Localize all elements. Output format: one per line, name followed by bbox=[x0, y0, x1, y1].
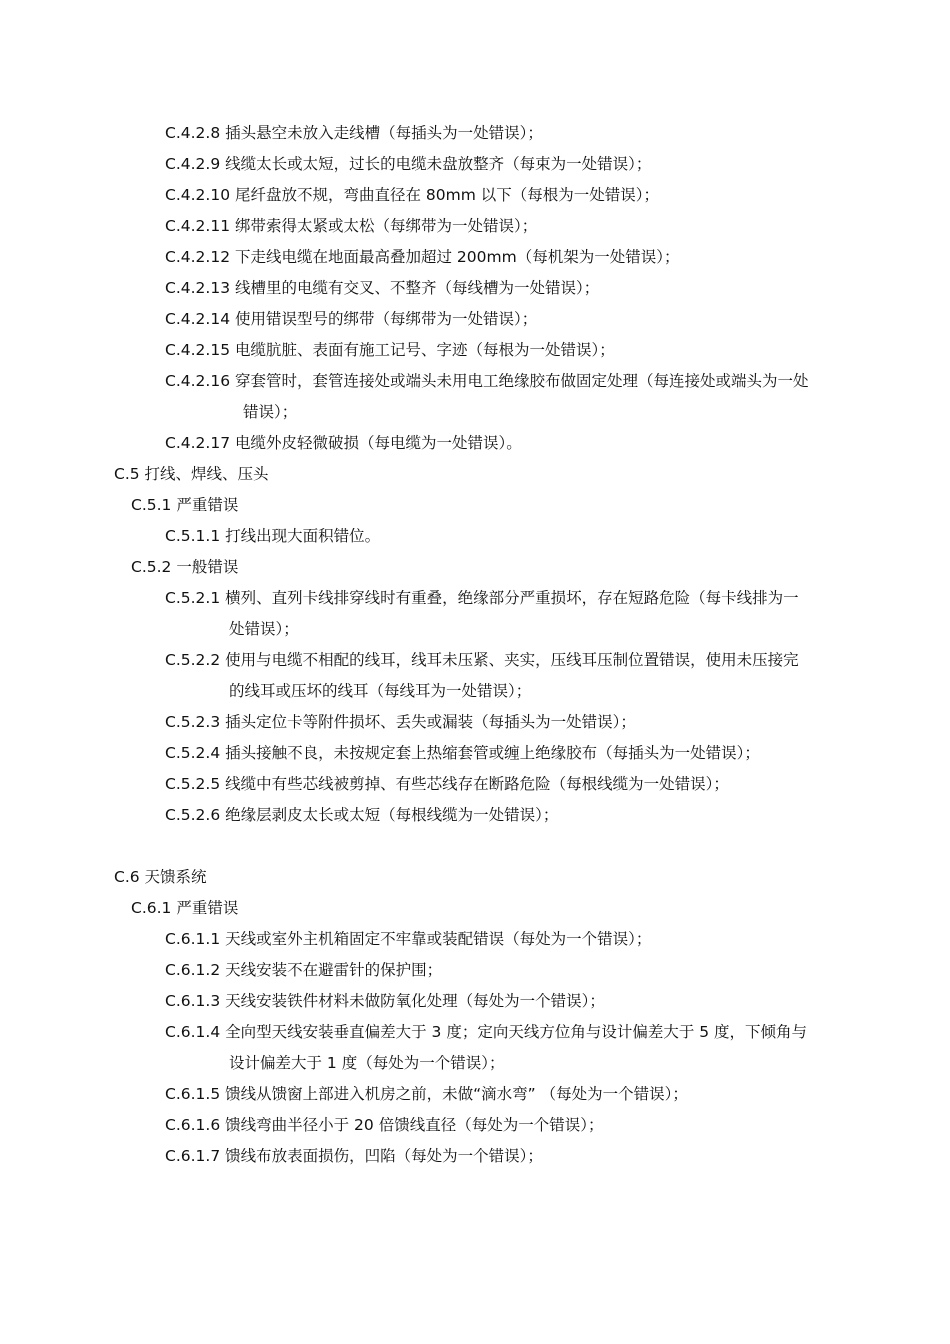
list-item: C.4.2.13 线槽里的电缆有交叉、不整齐（每线槽为一处错误）； bbox=[165, 279, 600, 297]
list-item: C.4.2.14 使用错误型号的绑带（每绑带为一处错误）； bbox=[165, 310, 538, 328]
document-body bbox=[0, 118, 950, 1172]
list-item: C.6.1.4 全向型天线安装垂直偏差大于 3 度；定向天线方位角与设计偏差大于 5 度，下倾角与 bbox=[165, 1023, 808, 1041]
list-item: C.4.2.9 线缆太长或太短，过长的电缆未盘放整齐（每束为一处错误）； bbox=[165, 155, 652, 173]
list-item: C.6.1.1 天线或室外主机箱固定不牢靠或装配错误（每处为一个错误）； bbox=[165, 930, 652, 948]
list-item: C.4.2.12 下走线电缆在地面最高叠加超过 200mm（每机架为一处错误）； bbox=[165, 248, 680, 266]
list-item: C.4.2.8 插头悬空未放入走线槽（每插头为一处错误）； bbox=[165, 124, 543, 142]
list-item: C.4.2.16 穿套管时，套管连接处或端头未用电工绝缘胶布做固定处理（每连接处或端头为一处 bbox=[165, 372, 809, 390]
list-item: C.4.2.10 尾纤盘放不规，弯曲直径在 80mm 以下（每根为一处错误）； bbox=[165, 186, 660, 204]
list-item: C.6.1.6 馈线弯曲半径小于 20 倍馈线直径（每处为一个错误）； bbox=[165, 1116, 604, 1134]
subsection-heading: C.5.1 严重错误 bbox=[131, 496, 239, 514]
list-item: C.5.2.2 使用与电缆不相配的线耳，线耳未压紧、夹实，压线耳压制位置错误，使用未压接完 bbox=[165, 651, 799, 669]
list-item: C.5.2.3 插头定位卡等附件损坏、丢失或漏装（每插头为一处错误）； bbox=[165, 713, 636, 731]
subsection-heading: C.6.1 严重错误 bbox=[131, 899, 239, 917]
blank-line bbox=[0, 831, 950, 862]
list-item: C.5.1.1 打线出现大面积错位。 bbox=[165, 527, 381, 545]
subsection-heading: C.5.2 一般错误 bbox=[131, 558, 239, 576]
list-item: C.5.2.4 插头接触不良，未按规定套上热缩套管或缠上绝缘胶布（每插头为一处错误）； bbox=[165, 744, 760, 762]
list-item: C.4.2.15 电缆肮脏、表面有施工记号、字迹（每根为一处错误）； bbox=[165, 341, 615, 359]
list-item: C.5.2.5 线缆中有些芯线被剪掉、有些芯线存在断路危险（每根线缆为一处错误）； bbox=[165, 775, 729, 793]
list-item-continuation: 错误）； bbox=[243, 403, 298, 421]
list-item: C.4.2.17 电缆外皮轻微破损（每电缆为一处错误）。 bbox=[165, 434, 522, 452]
list-item: C.6.1.5 馈线从馈窗上部进入机房之前，未做“滴水弯” （每处为一个错误）； bbox=[165, 1085, 688, 1103]
list-item: C.5.2.6 绝缘层剥皮太长或太短（每根线缆为一处错误）； bbox=[165, 806, 559, 824]
section-heading: C.5 打线、焊线、压头 bbox=[114, 465, 269, 483]
list-item-continuation: 处错误）； bbox=[229, 620, 299, 638]
list-item: C.6.1.2 天线安装不在避雷针的保护围； bbox=[165, 961, 443, 979]
list-item: C.5.2.1 横列、直列卡线排穿线时有重叠，绝缘部分严重损坏，存在短路危险（每卡线排为一 bbox=[165, 589, 799, 607]
list-item: C.6.1.3 天线安装铁件材料未做防氧化处理（每处为一个错误）； bbox=[165, 992, 605, 1010]
list-item-continuation: 设计偏差大于 1 度（每处为一个错误）； bbox=[229, 1054, 505, 1072]
list-item-continuation: 的线耳或压坏的线耳（每线耳为一处错误）； bbox=[229, 682, 532, 700]
list-item: C.4.2.11 绑带索得太紧或太松（每绑带为一处错误）； bbox=[165, 217, 538, 235]
section-heading: C.6 天馈系统 bbox=[114, 868, 207, 886]
list-item: C.6.1.7 馈线布放表面损伤，凹陷（每处为一个错误）； bbox=[165, 1147, 543, 1165]
